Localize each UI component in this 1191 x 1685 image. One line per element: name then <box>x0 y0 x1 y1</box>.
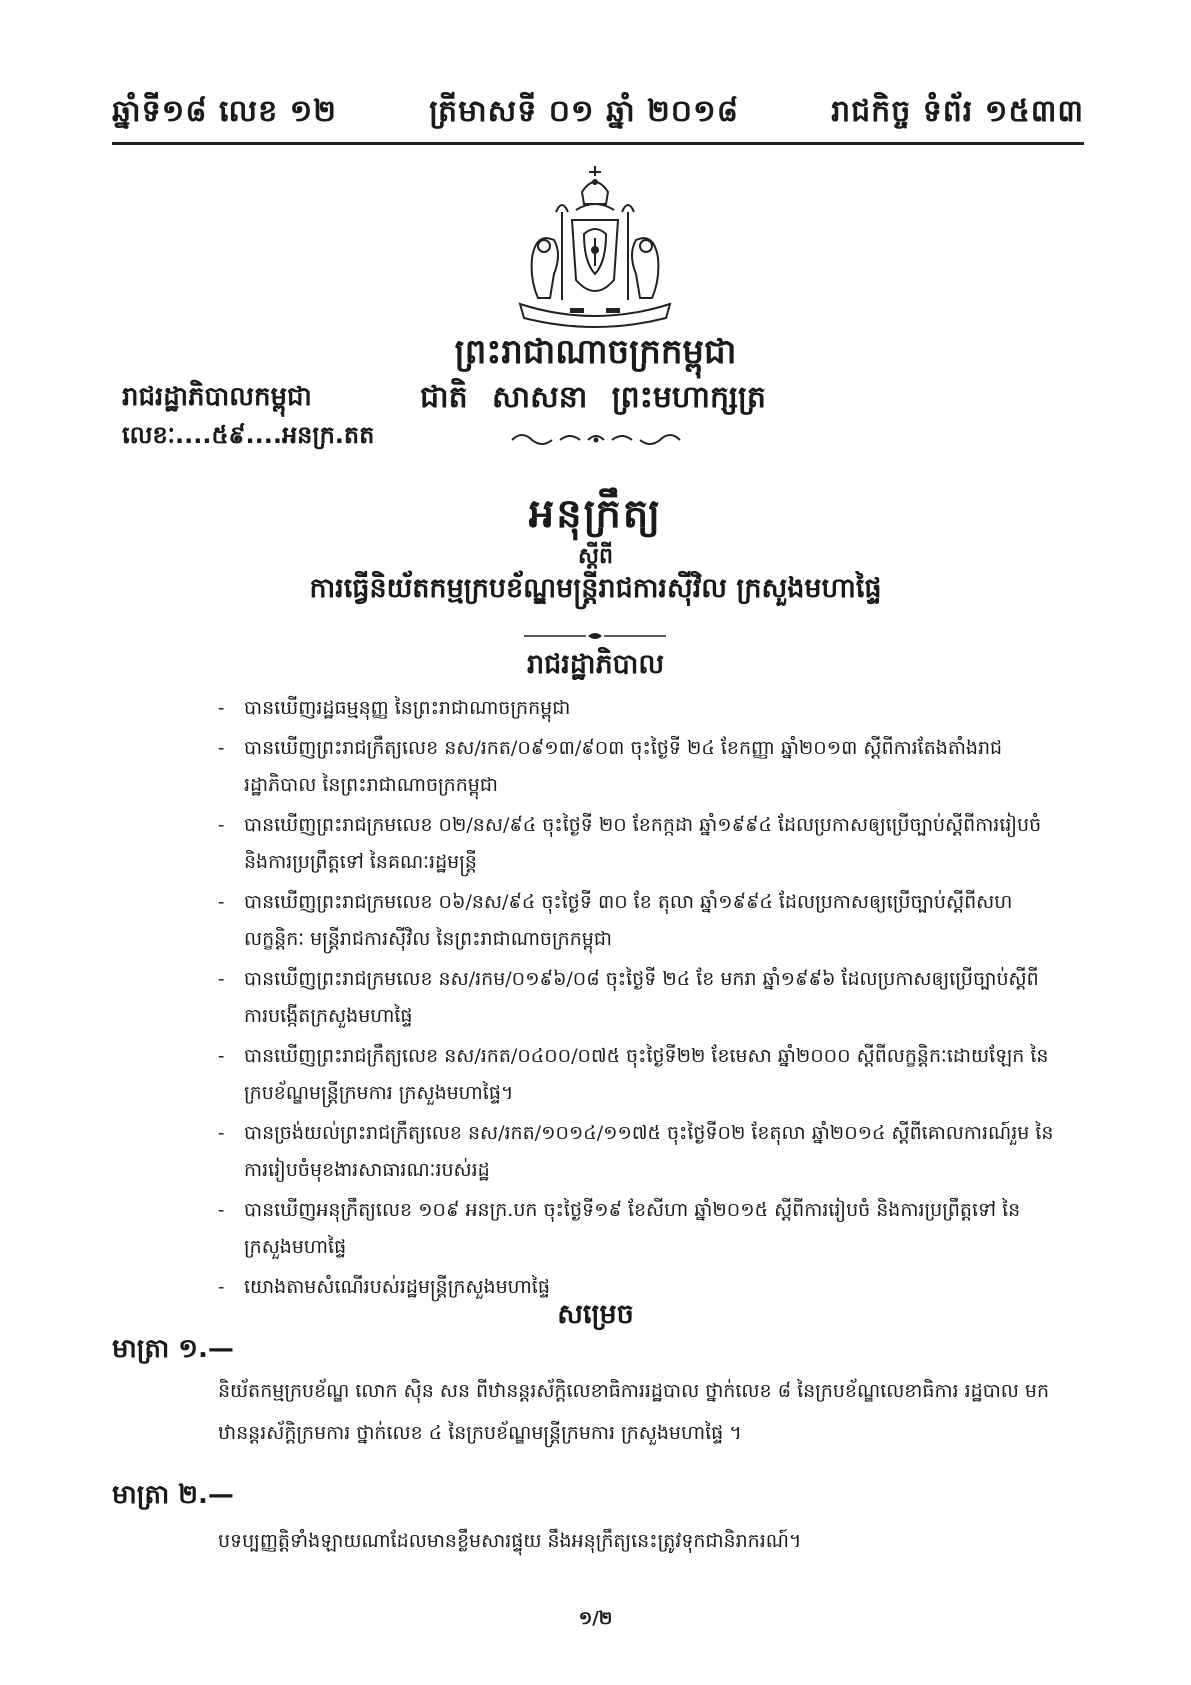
consideration-item: - បានឃើញព្រះរាជក្រឹត្យលេខ នស/រកត/០៩១៣/៩០៣ ចុះថ្ងៃទី ២៤ ខែកញ្ញា ឆ្នាំ២០១៣ ស្តីពីការតែងតាំងរាជរដ្ឋាភិបាល នៃព្រះរាជាណាចក្រកម្ពុជា <box>218 737 1003 796</box>
consideration-item: - បានឃើញព្រះរាជក្រមលេខ ០៦/នស/៩៤ ចុះថ្ងៃទី ៣០ ខែ តុលា ឆ្នាំ១៩៩៤ ដែលប្រកាសឲ្យប្រើច្បាប់ស្តីពីសហលក្ខន្តិកៈ មន្ត្រីរាជការស៊ីវិល នៃព្រះរាជាណាចក្រកម្ពុជា <box>218 891 1013 950</box>
consideration-text: បានឃើញព្រះរាជក្រមលេខ ០២/នស/៩៤ ចុះថ្ងៃទី ២០ ខែកក្កដា ឆ្នាំ១៩៩៤ ដែលប្រកាសឲ្យប្រើច្បាប់ស្តីពីការរៀបចំ និងការប្រព្រឹត្តទៅ នៃគណៈរដ្ឋមន្ត្រី <box>244 814 1042 873</box>
gazette-quarter: ត្រីមាសទី ០១ ឆ្នាំ ២០១៨ <box>429 94 739 129</box>
consideration-text: យោងតាមសំណើរបស់រដ្ឋមន្ត្រីក្រសួងមហាផ្ទៃ <box>244 1276 550 1298</box>
kingdom-title: ព្រះរាជាណាចក្រកម្ពុជា <box>454 332 737 372</box>
consideration-item: - បានឃើញព្រះរាជក្រមលេខ ០២/នស/៩៤ ចុះថ្ងៃទី ២០ ខែកក្កដា ឆ្នាំ១៩៩៤ ដែលប្រកាសឲ្យប្រើច្បាប់ស្តីពីការរៀបចំ និងការប្រព្រឹត្តទៅ នៃគណៈរដ្ឋមន្ត្រី <box>218 814 1042 873</box>
gazette-year-number: ឆ្នាំទី១៨ លេខ ១២ <box>112 94 337 129</box>
consideration-text: បានឃើញរដ្ឋធម្មនុញ្ញ នៃព្រះរាជាណាចក្រកម្ពុជា <box>244 697 571 719</box>
article-2-title: មាត្រា ២.— <box>112 1480 234 1510</box>
consideration-item: - បានច្រង់យល់ព្រះរាជក្រឹត្យលេខ នស/រកត/១០១៤/១១៧៥ ចុះថ្ងៃទី០២ ខែតុលា ឆ្នាំ២០១៤ ស្តីពីគោលការណ៍រួម នៃការរៀបចំមុខងារសាធារណៈរបស់រដ្ឋ <box>218 1122 1054 1181</box>
consideration-text: បានឃើញព្រះរាជក្រមលេខ ០៦/នស/៩៤ ចុះថ្ងៃទី ៣០ ខែ តុលា ឆ្នាំ១៩៩៤ ដែលប្រកាសឲ្យប្រើច្បាប់ស្តីពីសហលក្ខន្តិកៈ មន្ត្រីរាជការស៊ីវិល នៃព្រះរាជាណាចក្រកម្ពុជា <box>244 891 1013 950</box>
consideration-text: បានឃើញព្រះរាជក្រមលេខ នស/រកម/០១៩៦/០៨ ចុះថ្ងៃទី ២៤ ខែ មករា ឆ្នាំ១៩៩៦ ដែលប្រកាសឲ្យប្រើច្បាប់ស្តីពី ការបង្កើតក្រសួងមហាផ្ទៃ <box>244 968 1039 1027</box>
consideration-item: - បានឃើញព្រះរាជក្រមលេខ នស/រកម/០១៩៦/០៨ ចុះថ្ងៃទី ២៤ ខែ មករា ឆ្នាំ១៩៩៦ ដែលប្រកាសឲ្យប្រើច្បាប់ស្តីពី ការបង្កើតក្រសួងមហាផ្ទៃ <box>218 968 1039 1027</box>
consideration-text: បានឃើញព្រះរាជក្រឹត្យលេខ នស/រកត/០៤០០/០៧៥ ចុះថ្ងៃទី២២ ខែមេសា ឆ្នាំ២០០០ ស្តីពីលក្ខន្តិកៈដោយឡែក នៃក្របខ័ណ្ឌមន្ត្រីក្រមការ ក្រសួងមហាផ្ទៃ។ <box>244 1045 1049 1104</box>
page-indicator: ១/២ <box>578 1608 613 1629</box>
gazette-header <box>112 92 1084 136</box>
consideration-text: បានច្រង់យល់ព្រះរាជក្រឹត្យលេខ នស/រកត/១០១៤/១១៧៥ ចុះថ្ងៃទី០២ ខែតុលា ឆ្នាំ២០១៤ ស្តីពីគោលការណ៍រួម នៃការរៀបចំមុខងារសាធារណៈរបស់រដ្ឋ <box>244 1122 1054 1181</box>
article-1-body: និយ័តកម្មក្របខ័ណ្ឌ លោក ស៊ិន សន ពីឋានន្តរស័ក្តិលេខាធិការរដ្ឋបាល ថ្នាក់លេខ ៨ នៃក្របខ័ណ្ឌលេខាធិការ រដ្ឋបាល មកឋានន្តរស័ក្តិក្រមការ ថ្នាក់លេខ ៤ នៃក្របខ័ណ្ឌមន្ត្រីក្រមការ ក្រសួងមហាផ្ទៃ ។ <box>218 1380 1050 1444</box>
consideration-text: បានឃើញព្រះរាជក្រឹត្យលេខ នស/រកត/០៩១៣/៩០៣ ចុះថ្ងៃទី ២៤ ខែកញ្ញា ឆ្នាំ២០១៣ ស្តីពីការតែងតាំងរាជរដ្ឋាភិបាល នៃព្រះរាជាណាចក្រកម្ពុជា <box>244 737 1003 796</box>
about-label: ស្តីពី <box>578 544 613 569</box>
document-type-title: អនុក្រឹត្យ <box>528 491 663 537</box>
article-2-body: បទប្បញ្ញត្តិទាំងឡាយណាដែលមានខ្លឹមសារផ្ទុយ នឹងអនុក្រឹត្យនេះត្រូវទុកជានិរាករណ៍។ <box>218 1530 802 1552</box>
royal-coat-of-arms-icon <box>510 162 680 330</box>
consideration-item: - បានឃើញរដ្ឋធម្មនុញ្ញ នៃព្រះរាជាណាចក្រកម្ពុជា <box>218 697 571 719</box>
consideration-text: បានឃើញអនុក្រឹត្យលេខ ១០៩ អនក្រ.បក ចុះថ្ងៃទី១៩ ខែសីហា ឆ្នាំ២០១៥ ស្តីពីការរៀបចំ និងការប្រព្រឹត្តទៅ នៃក្រសួងមហាផ្ទៃ <box>244 1199 1021 1258</box>
consideration-item: - បានឃើញអនុក្រឹត្យលេខ ១០៩ អនក្រ.បក ចុះថ្ងៃទី១៩ ខែសីហា ឆ្នាំ២០១៥ ស្តីពីការរៀបចំ និងការប្រព្រឹត្តទៅ នៃក្រសួងមហាផ្ទៃ <box>218 1199 1021 1258</box>
header-divider <box>112 142 1084 145</box>
consideration-item: - បានឃើញព្រះរាជក្រឹត្យលេខ នស/រកត/០៤០០/០៧៥ ចុះថ្ងៃទី២២ ខែមេសា ឆ្នាំ២០០០ ស្តីពីលក្ខន្តិកៈដោយឡែក នៃក្របខ័ណ្ឌមន្ត្រីក្រមការ ក្រសួងមហាផ្ទៃ។ <box>218 1045 1049 1104</box>
decision-heading: សម្រេច <box>557 1299 634 1330</box>
gazette-page-number: រាជកិច្ច ទំព័រ ១៥៣៣ <box>831 94 1084 129</box>
national-motto: ជាតិ សាសនា ព្រះមហាក្សត្រ <box>420 380 766 415</box>
considerations-list <box>218 690 1058 1309</box>
document-number: លេខៈ....៥៩....អនក្រ.តត <box>122 421 375 449</box>
consideration-item: - យោងតាមសំណើរបស់រដ្ឋមន្ត្រីក្រសួងមហាផ្ទៃ <box>218 1276 550 1298</box>
section-divider-icon <box>522 630 668 642</box>
decorative-flourish-icon <box>508 428 684 450</box>
article-1-title: មាត្រា ១.— <box>112 1334 234 1364</box>
authority-heading: រាជរដ្ឋាភិបាល <box>526 649 665 680</box>
government-name: រាជរដ្ឋាភិបាលកម្ពុជា <box>122 382 312 412</box>
document-subject: ការធ្វើនិយ័តកម្មក្របខ័ណ្ឌមន្ត្រីរាជការស៊ីវិល ក្រសួងមហាផ្ទៃ <box>309 573 882 604</box>
